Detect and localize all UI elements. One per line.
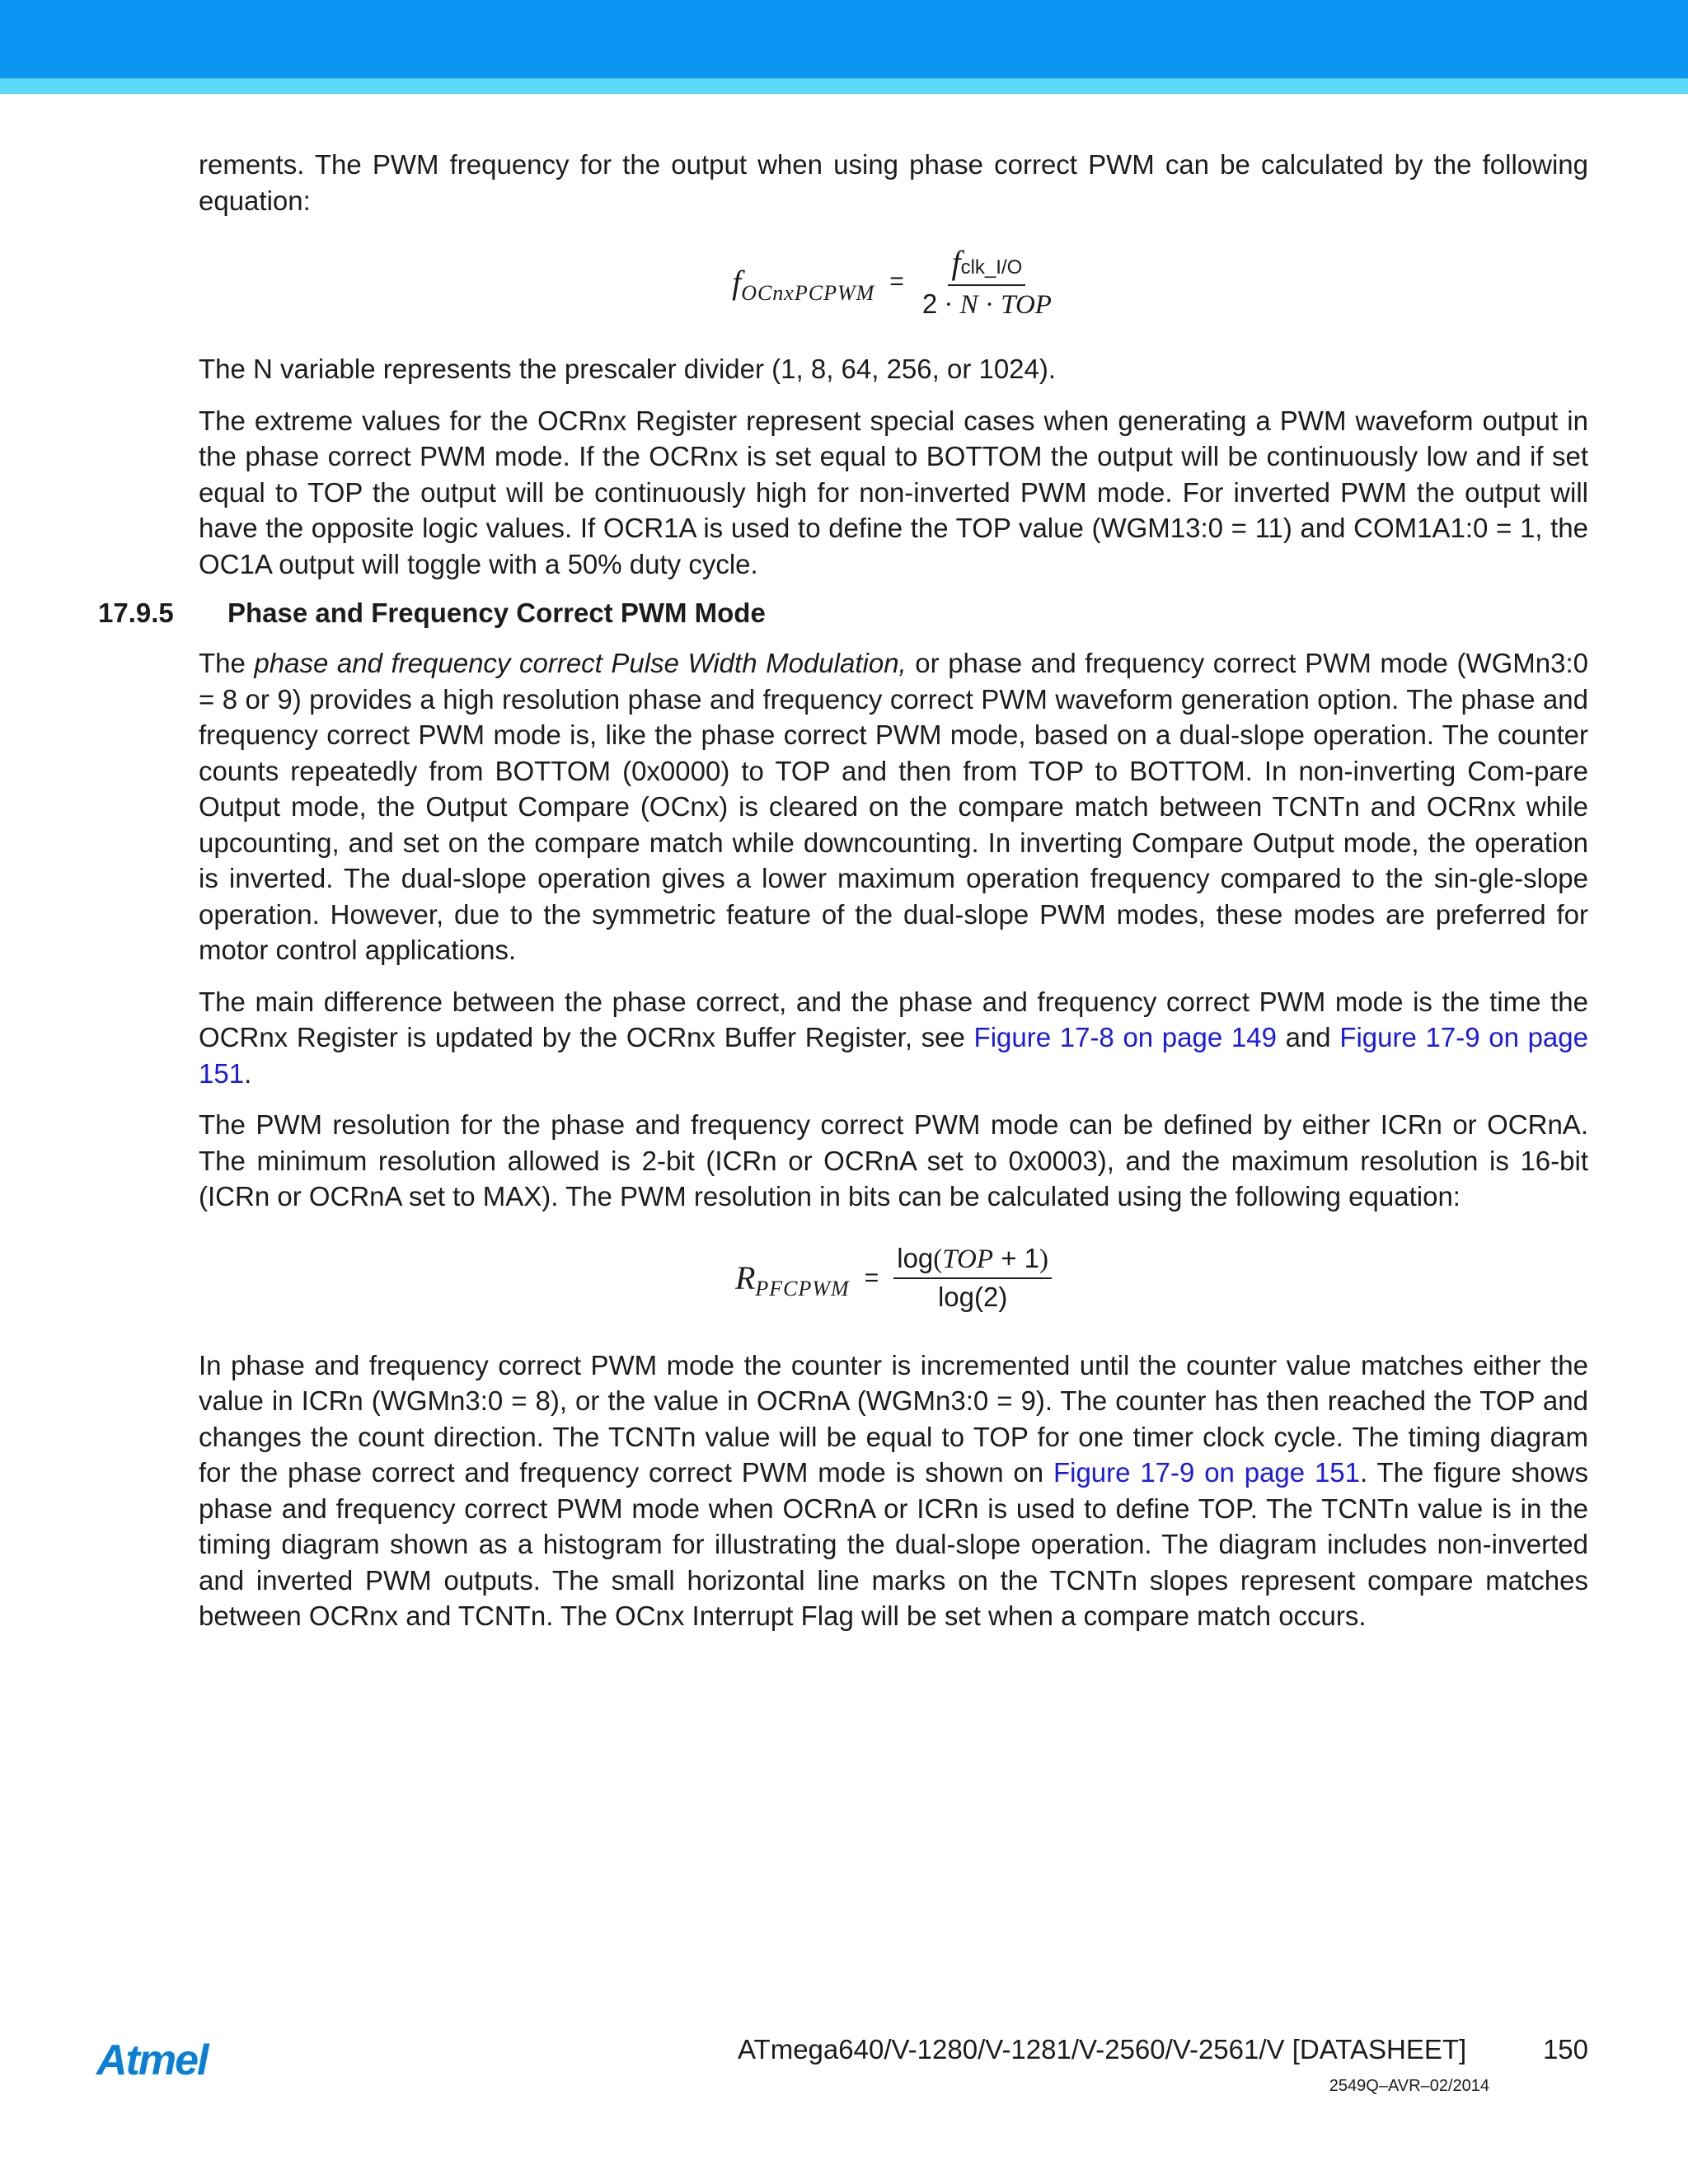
formula-lhs-symbol: f xyxy=(732,263,742,301)
text-span: . xyxy=(244,1057,252,1089)
denominator-two: 2 xyxy=(921,288,938,319)
paragraph-pwm-resolution: The PWM resolution for the phase and frequency correct PWM mode can be defined by either ICRn or OCRnA. The minimum resolution allowed is 2-bit (ICRn or OCRnA set to 0x0003), and the maximum resolution is 16-bit (ICRn or OCRnA set to MAX). The PWM resolution in bits can be calculated using the following equation: xyxy=(199,1109,1588,1212)
footer-doc-id: 2549Q–AVR–02/2014 xyxy=(1329,2077,1489,2095)
link-figure-17-9[interactable]: Figure 17-9 on page 151 xyxy=(1053,1457,1361,1488)
paragraph-prescaler: The N variable represents the prescaler divider (1, 8, 64, 256, or 1024). xyxy=(199,354,1057,384)
atmel-logo: Atmel xyxy=(96,2036,208,2084)
formula-denominator xyxy=(919,286,1055,321)
section-heading xyxy=(98,598,1588,629)
footer-title: ATmega640/V-1280/V-1281/V-2560/V-2561/V [DATASHEET] xyxy=(738,2034,1467,2064)
formula-lhs-subscript: OCnxPCPWM xyxy=(741,280,875,305)
formula-equals: = xyxy=(889,268,904,295)
formula-fraction xyxy=(919,243,1055,321)
numerator-plus-one: + 1 xyxy=(993,1242,1040,1273)
denominator-dot: · xyxy=(984,290,994,320)
numerator-log: log xyxy=(897,1242,934,1273)
text-span: . The figure shows phase and frequency correct PWM mode when OCRnA or ICRn is used to define TOP. The TCNTn value is in the timing diagram shown as a histogram for illustrating the dual-slope operation. The diagram includes non-inverted and inverted PWM outputs. The small horizontal line marks on the TCNTn slopes represent compare matches between OCRnx and TCNTn. The OCnx Interrupt Flag will be set when a compare match occurs. xyxy=(199,1457,1588,1631)
header-banner-stripe xyxy=(0,78,1688,94)
formula-lhs-symbol: R xyxy=(734,1259,756,1296)
formula-numerator xyxy=(948,243,1025,286)
text-span: and xyxy=(1276,1022,1340,1052)
text-span: or phase and frequency correct PWM mode (WGMn3:0 = 8 or 9) provides a high resolution phase and frequency correct PWM waveform generation option. The phase and frequency correct PWM mode is, like the phase correct PWM mode, based on a dual-slope operation. The counter counts repeatedly from BOTTOM (0x0000) to TOP and then from TOP to BOTTOM. In non-inverting Com-pare Output mode, the Output Compare (OCnx) is cleared on the compare match between TCNTn and OCRnx while upcounting, and set on the compare match while downcounting. In inverting Compare Output mode, the operation is inverted. The dual-slope operation gives a lower maximum operation frequency compared to the sin-gle-slope operation. However, due to the symmetric feature of the dual-slope PWM modes, these modes are preferred for motor control applications. xyxy=(199,648,1588,965)
denominator-argument: (2) xyxy=(973,1281,1008,1312)
formula-equals: = xyxy=(864,1263,879,1291)
page-content xyxy=(98,147,1588,1650)
denominator-log: log xyxy=(937,1281,974,1312)
paragraph-pfc-pwm-intro xyxy=(199,645,1588,968)
numerator-symbol: f xyxy=(951,244,961,281)
text-span: The xyxy=(199,648,255,678)
header-banner xyxy=(0,0,1688,78)
paragraph-counter-behaviour xyxy=(199,1347,1588,1634)
paragraph-phase-correct-frequency: rements. The PWM frequency for the output when using phase correct PWM can be calculated by the following equation: xyxy=(199,149,1588,216)
section-title: Phase and Frequency Correct PWM Mode xyxy=(227,598,766,628)
denominator-n: N xyxy=(959,290,978,320)
section-number: 17.9.5 xyxy=(98,598,174,628)
denominator-top: TOP xyxy=(1001,290,1052,320)
numerator-paren: ( xyxy=(933,1244,943,1274)
numerator-paren: ) xyxy=(1039,1244,1049,1274)
formula-denominator xyxy=(935,1279,1010,1314)
text-span: The main difference between the phase correct, and the phase and frequency correct PWM mode is the time the OCRnx Register is updated by the OCRnx Buffer Register, see xyxy=(199,986,1588,1052)
formula-numerator xyxy=(893,1243,1052,1279)
formula-pcpwm-frequency xyxy=(199,234,1588,330)
paragraph-main-difference xyxy=(199,984,1588,1092)
link-figure-17-9[interactable]: Figure 17-9 on page 151 xyxy=(199,1022,1588,1089)
link-figure-17-8[interactable]: Figure 17-8 on page 149 xyxy=(973,1022,1277,1052)
numerator-subscript: clk_I/O xyxy=(960,256,1023,279)
italic-term: phase and frequency correct Pulse Width Modulation, xyxy=(254,648,907,678)
formula-pfcpwm-resolution xyxy=(199,1230,1588,1326)
formula-lhs-subscript: PFCPWM xyxy=(755,1277,850,1301)
denominator-dot: · xyxy=(944,290,954,320)
formula-lhs xyxy=(732,263,875,305)
formula-lhs xyxy=(734,1258,850,1301)
paragraph-extreme-values: The extreme values for the OCRnx Register represent special cases when generating a PWM waveform output in the phase correct PWM mode. If the OCRnx is set equal to BOTTOM the output will be continuously low and if set equal to TOP the output will be continuously high for non-inverted PWM mode. For inverted PWM the output will have the opposite logic values. If OCR1A is used to define the TOP value (WGM13:0 = 11) and COM1A1:0 = 1, the OC1A output will toggle with a 50% duty cycle. xyxy=(199,405,1588,579)
formula-fraction xyxy=(893,1243,1052,1314)
footer-page-number: 150 xyxy=(1542,2034,1588,2064)
numerator-top: TOP xyxy=(942,1244,994,1274)
text-span: In phase and frequency correct PWM mode the counter is incremented until the counter value matches either the value in ICRn (WGMn3:0 = 8), or the value in OCRnA (WGMn3:0 = 9). The counter has then reached the TOP and changes the count direction. The TCNTn value will be equal to TOP for one timer clock cycle. The timing diagram for the phase correct and frequency correct PWM mode is shown on xyxy=(199,1349,1588,1488)
